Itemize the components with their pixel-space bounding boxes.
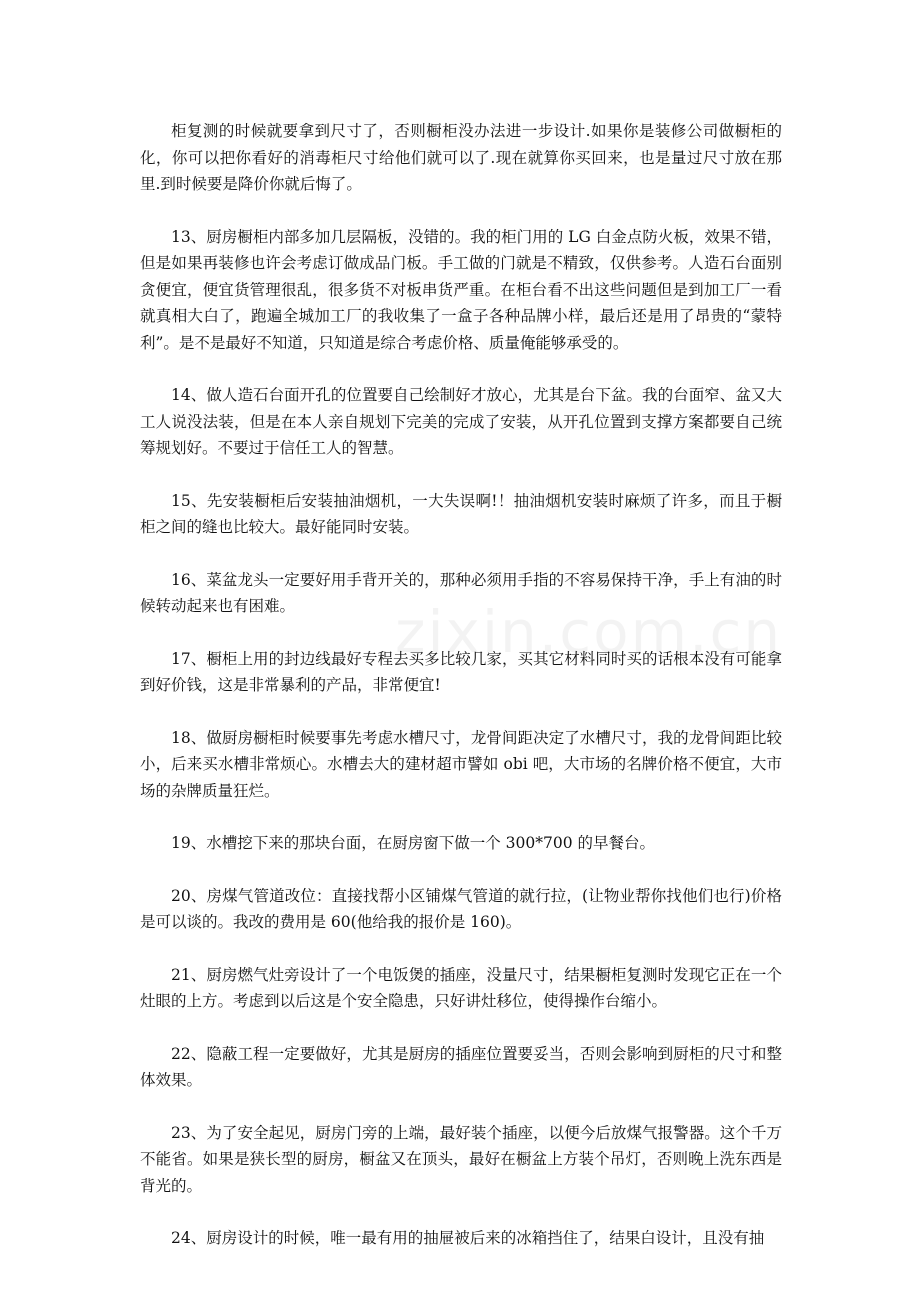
paragraph-16: 16、菜盆龙头一定要好用手背开关的，那种必须用手指的不容易保持干净，手上有油的时候转动起来也有困难。 [140, 570, 782, 615]
paragraph-17: 17、橱柜上用的封边线最好专程去买多比较几家，买其它材料同时买的话根本没有可能拿到好价钱，这是非常暴利的产品，非常便宜! [140, 649, 782, 694]
paragraph-14: 14、做人造石台面开孔的位置要自己绘制好才放心，尤其是台下盆。我的台面窄、盆又大工人说没法装，但是在本人亲自规划下完美的完成了安装，从开孔位置到支撑方案都要自己统筹规划好。不要过于信任工人的智慧。 [140, 386, 782, 457]
paragraph-22: 22、隐蔽工程一定要做好，尤其是厨房的插座位置要妥当，否则会影响到厨柜的尺寸和整体效果。 [140, 1044, 782, 1089]
paragraph-20: 20、房煤气管道改位：直接找帮小区铺煤气管道的就行拉，(让物业帮你找他们也行)价格是可以谈的。我改的费用是 60(他给我的报价是 160)。 [140, 886, 782, 931]
paragraph-19: 19、水槽挖下来的那块台面，在厨房窗下做一个 300*700 的早餐台。 [171, 834, 655, 852]
paragraph-15: 15、先安装橱柜后安装抽油烟机，一大失误啊!！抽油烟机安装时麻烦了许多，而且于橱柜之间的缝也比较大。最好能同时安装。 [140, 491, 782, 536]
paragraph-23: 23、为了安全起见，厨房门旁的上端，最好装个插座，以便今后放煤气报警器。这个千万不能省。如果是狭长型的厨房，橱盆又在顶头，最好在橱盆上方装个吊灯，否则晚上洗东西是背光的。 [140, 1123, 782, 1195]
paragraph-13: 13、厨房橱柜内部多加几层隔板，没错的。我的柜门用的 LG 白金点防火板，效果不错，但是如果再装修也许会考虑订做成品门板。手工做的门就是不精致，仅供参考。人造石台面别贪便宜，便宜货管理很乱，很多货不对板串货严重。在柜台看不出这些问题但是到加工厂一看就真相大白了，跑遍全城加工厂的我收集了一盒子各种品牌小样，最后还是用了昂贵的“蒙特利”。是不是最好不知道，只知道是综合考虑价格、质量俺能够承受的。 [140, 227, 782, 352]
paragraph-continuation: 柜复测的时候就要拿到尺寸了，否则橱柜没办法进一步设计.如果你是装修公司做橱柜的化，你可以把你看好的消毒柜尺寸给他们就可以了.现在就算你买回来，也是量过尺寸放在那里.到时候要是降价你就后悔了。 [140, 122, 782, 193]
paragraph-21: 21、厨房燃气灶旁设计了一个电饭煲的插座，没量尺寸，结果橱柜复测时发现它正在一个灶眼的上方。考虑到以后这是个安全隐患，只好讲灶移位，使得操作台缩小。 [140, 965, 782, 1010]
paragraph-18: 18、做厨房橱柜时候要事先考虑水槽尺寸，龙骨间距决定了水槽尺寸，我的龙骨间距比较小，后来买水槽非常烦心。水槽去大的建材超市譬如 obi 吧，大市场的名牌价格不便宜，大市场的杂牌质量狂烂。 [140, 728, 782, 800]
paragraph-24: 24、厨房设计的时候，唯一最有用的抽屉被后来的冰箱挡住了，结果白设计，且没有抽 [171, 1229, 765, 1247]
document-body [140, 118, 782, 1278]
